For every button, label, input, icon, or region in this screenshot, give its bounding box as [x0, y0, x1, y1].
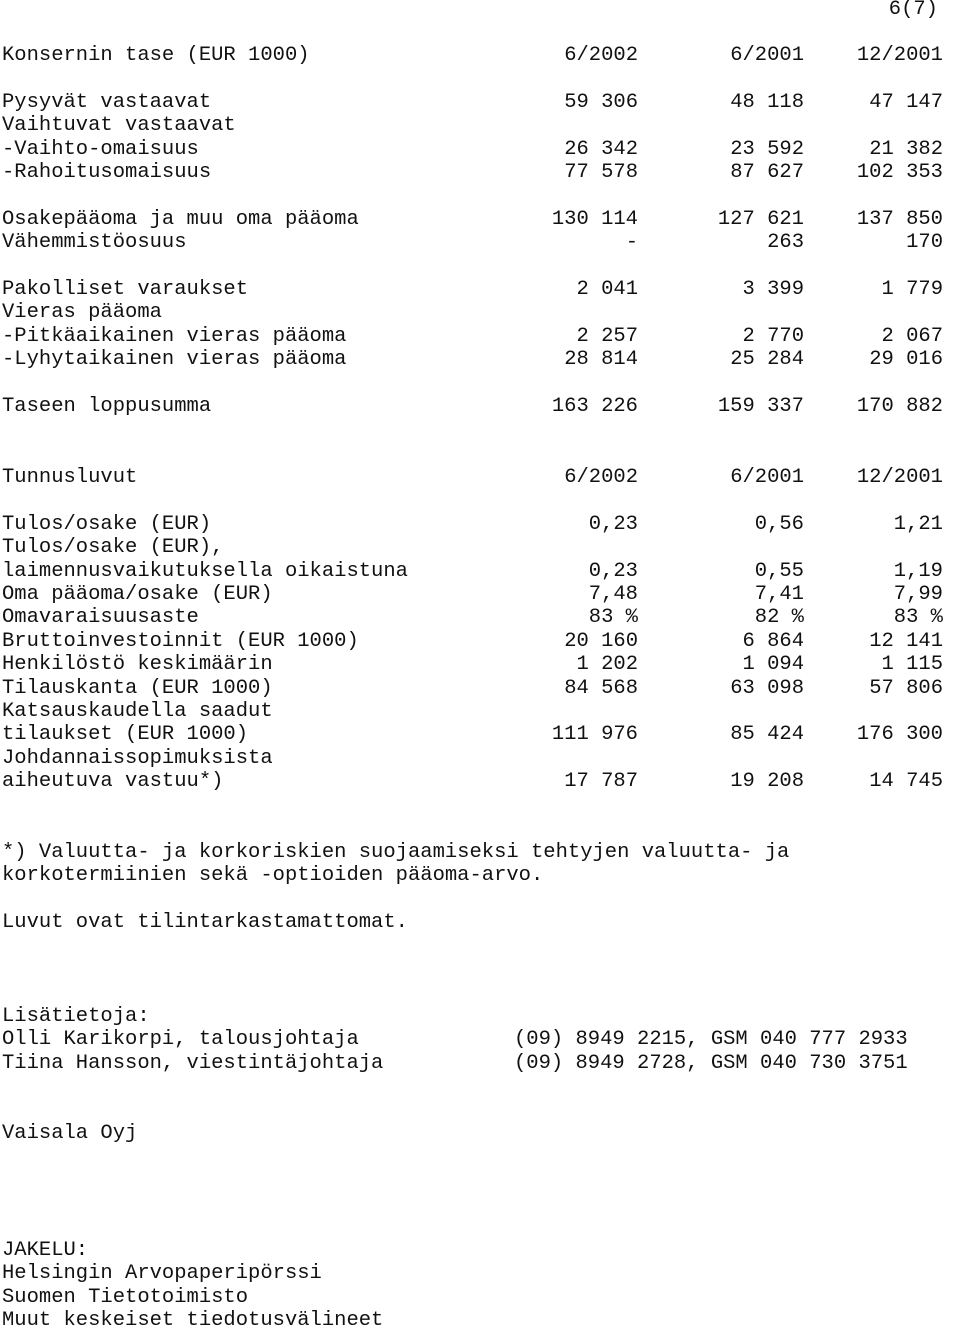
table-row: [2, 325, 960, 348]
row-value: 1 094: [742, 653, 804, 677]
table-row: [2, 138, 960, 161]
row-label: -Rahoitusomaisuus: [2, 160, 212, 184]
contact-row: [2, 1052, 960, 1075]
contact-name: Olli Karikorpi, talousjohtaja: [2, 1028, 359, 1052]
balance-sheet-title: Konsernin tase (EUR 1000): [2, 44, 310, 67]
key-figures-table: [2, 466, 960, 793]
row-value: 63 098: [730, 676, 804, 700]
key-figures-title: Tunnusluvut: [2, 466, 138, 489]
row-value: 7,48: [588, 582, 638, 606]
row-value: 82 %: [754, 606, 804, 630]
table-row: [2, 606, 960, 629]
row-value: 12 141: [869, 629, 943, 653]
row-value: 3 399: [742, 277, 804, 301]
column-header-12-2001: 12/2001: [856, 44, 943, 67]
row-value: 0,56: [754, 512, 804, 536]
row-value: 1 202: [576, 653, 638, 677]
row-value: 170 882: [856, 394, 943, 418]
row-value: 1 115: [881, 653, 943, 677]
row-label: Pysyvät vastaavat: [2, 90, 212, 114]
contact-row: [2, 1028, 960, 1051]
row-label: Vieras pääoma: [2, 301, 162, 325]
row-label: Bruttoinvestoinnit (EUR 1000): [2, 629, 359, 653]
table-row: [2, 677, 960, 700]
row-label: Tilauskanta (EUR 1000): [2, 676, 273, 700]
table-row: [2, 278, 960, 301]
table-row: [2, 231, 960, 254]
table-row: [2, 208, 960, 231]
row-label: Katsauskaudella saadut: [2, 699, 273, 723]
contact-phone: (09) 8949 2215, GSM 040 777 2933: [514, 1028, 908, 1052]
row-value: 2 770: [742, 324, 804, 348]
column-header-12-2001: 12/2001: [856, 466, 943, 489]
row-label: Oma pääoma/osake (EUR): [2, 582, 273, 606]
row-value: 0,55: [754, 559, 804, 583]
contact-name: Tiina Hansson, viestintäjohtaja: [2, 1051, 384, 1075]
row-value: 83 %: [893, 606, 943, 630]
row-value: 14 745: [869, 770, 943, 794]
row-value: 170: [906, 231, 943, 255]
row-label: Osakepääoma ja muu oma pääoma: [2, 207, 359, 231]
table-row: [2, 114, 960, 137]
row-value: 7,41: [754, 582, 804, 606]
row-value: 130 114: [551, 207, 638, 231]
column-header-6-2002: 6/2002: [564, 466, 638, 489]
row-value: 0,23: [588, 559, 638, 583]
row-label: -Lyhytaikainen vieras pääoma: [2, 348, 347, 372]
row-label: Tulos/osake (EUR),: [2, 536, 224, 560]
row-value: 0,23: [588, 512, 638, 536]
row-value: 57 806: [869, 676, 943, 700]
row-label: tilaukset (EUR 1000): [2, 723, 249, 747]
table-row: [2, 630, 960, 653]
unaudited-note: Luvut ovat tilintarkastamattomat.: [2, 911, 408, 935]
row-value: 1 779: [881, 277, 943, 301]
contacts-heading: Lisätietoja:: [2, 1005, 150, 1028]
row-label: -Vaihto-omaisuus: [2, 137, 199, 161]
notes-section: [2, 841, 960, 935]
table-row: [2, 161, 960, 184]
row-value: 1,19: [893, 559, 943, 583]
row-label: Omavaraisuusaste: [2, 606, 199, 630]
contacts-section: [2, 1005, 960, 1075]
row-value: 87 627: [730, 160, 804, 184]
table-row: [2, 653, 960, 676]
row-value: 2 257: [576, 324, 638, 348]
row-value: 85 424: [730, 723, 804, 747]
row-label: aiheutuva vastuu*): [2, 770, 224, 794]
table-row-total: [2, 395, 960, 418]
table-row: [2, 513, 960, 536]
company-name: Vaisala Oyj: [2, 1122, 138, 1145]
row-value: 59 306: [564, 90, 638, 114]
distribution-section: [2, 1239, 960, 1333]
row-value: 263: [767, 231, 804, 255]
table-row: [2, 700, 960, 723]
table-row: [2, 723, 960, 746]
key-figures-header: [2, 466, 960, 489]
row-label: Johdannaissopimuksista: [2, 746, 273, 770]
row-label: -Pitkäaikainen vieras pääoma: [2, 324, 347, 348]
page-number: 6(7): [888, 0, 938, 21]
footnote-line: korkotermiinien sekä -optioiden pääoma-arvo.: [2, 864, 544, 888]
row-value: 7,99: [893, 582, 943, 606]
row-value: 20 160: [564, 629, 638, 653]
row-value: 28 814: [564, 348, 638, 372]
footnote-line: *) Valuutta- ja korkoriskien suojaamiseksi tehtyjen valuutta- ja: [2, 841, 790, 864]
row-label: Pakolliset varaukset: [2, 277, 249, 301]
table-row: [2, 583, 960, 606]
row-value: 17 787: [564, 770, 638, 794]
row-value: 159 337: [717, 394, 804, 418]
row-value: 47 147: [869, 90, 943, 114]
contact-phone: (09) 8949 2728, GSM 040 730 3751: [514, 1051, 908, 1075]
row-value: 6 864: [742, 629, 804, 653]
row-label: Taseen loppusumma: [2, 394, 212, 418]
row-label: Tulos/osake (EUR): [2, 512, 212, 536]
row-value: 2 041: [576, 277, 638, 301]
row-value: -: [625, 231, 638, 255]
distribution-recipient: Helsingin Arvopaperipörssi: [2, 1262, 322, 1286]
row-value: 29 016: [869, 348, 943, 372]
distribution-heading: JAKELU:: [2, 1239, 89, 1262]
row-value: 163 226: [551, 394, 638, 418]
row-value: 84 568: [564, 676, 638, 700]
row-label: Vaihtuvat vastaavat: [2, 114, 236, 138]
row-value: 83 %: [588, 606, 638, 630]
table-row: [2, 348, 960, 371]
table-row: [2, 536, 960, 559]
column-header-6-2001: 6/2001: [730, 44, 804, 67]
row-value: 19 208: [730, 770, 804, 794]
row-value: 21 382: [869, 137, 943, 161]
table-row: [2, 747, 960, 770]
row-value: 25 284: [730, 348, 804, 372]
row-label: laimennusvaikutuksella oikaistuna: [2, 559, 408, 583]
table-row: [2, 770, 960, 793]
balance-sheet-table: [2, 44, 960, 418]
row-value: 48 118: [730, 90, 804, 114]
company-section: [2, 1122, 960, 1145]
column-header-6-2001: 6/2001: [730, 466, 804, 489]
distribution-recipient: Suomen Tietotoimisto: [2, 1285, 249, 1309]
row-value: 1,21: [893, 512, 943, 536]
row-value: 176 300: [856, 723, 943, 747]
row-value: 127 621: [717, 207, 804, 231]
row-value: 111 976: [551, 723, 638, 747]
row-label: Henkilöstö keskimäärin: [2, 653, 273, 677]
column-header-6-2002: 6/2002: [564, 44, 638, 67]
table-row: [2, 301, 960, 324]
row-value: 102 353: [856, 160, 943, 184]
row-value: 2 067: [881, 324, 943, 348]
table-row: [2, 560, 960, 583]
row-value: 26 342: [564, 137, 638, 161]
balance-sheet-header: [2, 44, 960, 67]
row-value: 23 592: [730, 137, 804, 161]
row-value: 77 578: [564, 160, 638, 184]
distribution-recipient: Muut keskeiset tiedotusvälineet: [2, 1309, 384, 1333]
row-label: Vähemmistöosuus: [2, 231, 187, 255]
table-row: [2, 91, 960, 114]
row-value: 137 850: [856, 207, 943, 231]
